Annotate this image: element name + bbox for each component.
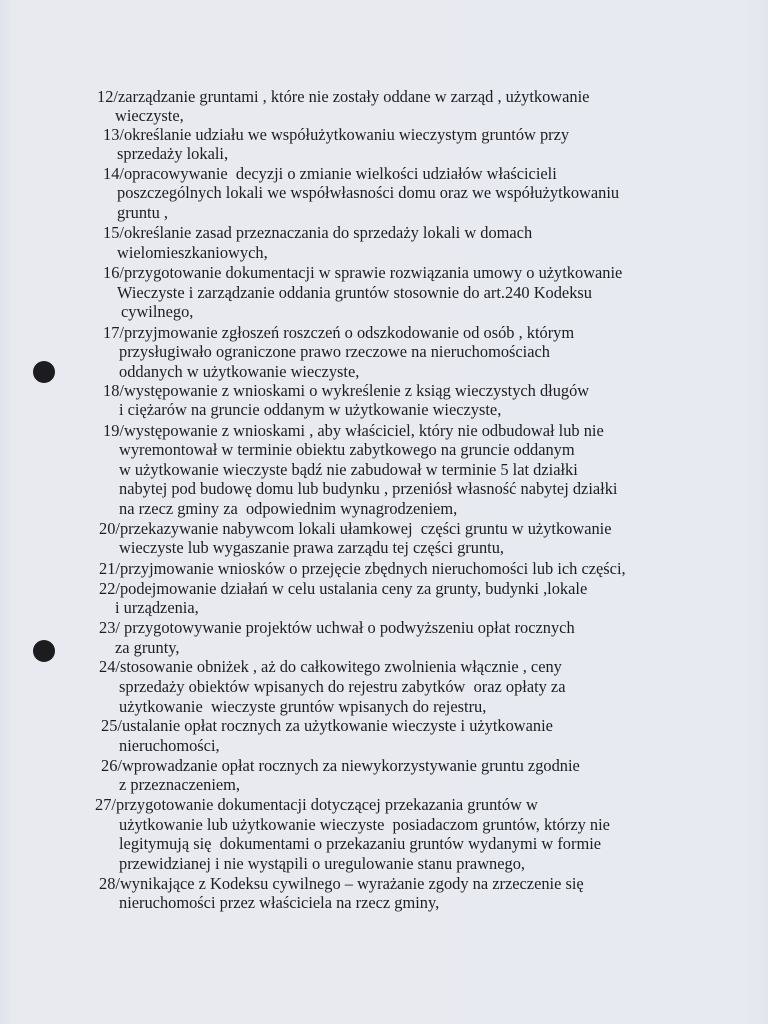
list-item-17: 17/przyjmowanie zgłoszeń roszczeń o odszkodowanie od osób , którym — [103, 323, 575, 342]
list-item-12: 12/zarządzanie gruntami , które nie zostały oddane w zarząd , użytkowanie — [97, 87, 590, 106]
list-item-19-cont: wyremontował w terminie obiektu zabytkowego na gruncie oddanym — [119, 440, 575, 459]
list-item-19-cont: na rzecz gminy za odpowiednim wynagrodzeniem, — [119, 499, 458, 518]
list-item-19-cont: w użytkowanie wieczyste bądź nie zabudował w terminie 5 lat działki — [119, 460, 578, 479]
list-item-16-cont: Wieczyste i zarządzanie oddania gruntów stosownie do art.240 Kodeksu — [117, 283, 592, 302]
list-item-17-cont: oddanych w użytkowanie wieczyste, — [119, 362, 360, 381]
list-item-23-cont: za grunty, — [115, 638, 180, 657]
list-item-22-cont: i urządzenia, — [115, 598, 199, 617]
list-item-16-cont: cywilnego, — [121, 302, 194, 321]
list-item-12-cont: wieczyste, — [115, 106, 184, 125]
list-item-14-cont: poszczególnych lokali we współwłasności domu oraz we współużytkowaniu — [117, 183, 620, 202]
list-item-18-cont: i ciężarów na gruncie oddanym w użytkowanie wieczyste, — [119, 400, 502, 419]
list-item-24-cont: sprzedaży obiektów wpisanych do rejestru zabytków oraz opłaty za — [119, 677, 566, 696]
list-item-23: 23/ przygotowywanie projektów uchwał o podwyższeniu opłat rocznych — [99, 618, 575, 637]
list-item-15: 15/określanie zasad przeznaczania do sprzedaży lokali w domach — [103, 223, 533, 242]
punch-hole-bottom — [33, 640, 55, 662]
list-item-17-cont: przysługiwało ograniczone prawo rzeczowe na nieruchomościach — [119, 342, 550, 361]
list-item-19: 19/występowanie z wnioskami , aby właściciel, który nie odbudował lub nie — [103, 421, 604, 440]
list-item-20: 20/przekazywanie nabywcom lokali ułamkowej części gruntu w użytkowanie — [99, 519, 612, 538]
list-item-16: 16/przygotowanie dokumentacji w sprawie rozwiązania umowy o użytkowanie — [103, 263, 623, 282]
list-item-19-cont: nabytej pod budowę domu lub budynku , przeniósł własność nabytej działki — [119, 479, 618, 498]
list-item-27-cont: przewidzianej i nie wystąpili o uregulowanie stanu prawnego, — [119, 854, 525, 873]
list-item-28-cont: nieruchomości przez właściciela na rzecz gminy, — [119, 893, 440, 912]
list-item-24: 24/stosowanie obniżek , aż do całkowitego zwolnienia włącznie , ceny — [99, 657, 562, 676]
list-item-27: 27/przygotowanie dokumentacji dotyczącej przekazania gruntów w — [95, 795, 538, 814]
list-item-27-cont: użytkowanie lub użytkowanie wieczyste posiadaczom gruntów, którzy nie — [119, 815, 610, 834]
list-item-15-cont: wielomieszkaniowych, — [117, 243, 268, 262]
list-item-26-cont: z przeznaczeniem, — [119, 775, 241, 794]
list-item-26: 26/wprowadzanie opłat rocznych za niewykorzystywanie gruntu zgodnie — [101, 756, 580, 775]
list-item-14-cont: gruntu , — [117, 203, 168, 222]
list-item-25: 25/ustalanie opłat rocznych za użytkowanie wieczyste i użytkowanie — [101, 716, 553, 735]
punch-hole-top — [33, 361, 55, 383]
list-item-13: 13/określanie udziału we współużytkowaniu wieczystym gruntów przy — [103, 125, 570, 144]
list-item-27-cont: legitymują się dokumentami o przekazaniu gruntów wydanymi w formie — [119, 834, 602, 853]
list-item-20-cont: wieczyste lub wygaszanie prawa zarządu tej części gruntu, — [119, 538, 504, 557]
list-item-22: 22/podejmowanie działań w celu ustalania ceny za grunty, budynki ,lokale — [99, 579, 588, 598]
list-item-28: 28/wynikające z Kodeksu cywilnego – wyrażanie zgody na zrzeczenie się — [99, 874, 584, 893]
list-item-21: 21/przyjmowanie wniosków o przejęcie zbędnych nieruchomości lub ich części, — [99, 559, 626, 578]
list-item-13-cont: sprzedaży lokali, — [117, 144, 229, 163]
list-item-25-cont: nieruchomości, — [119, 736, 220, 755]
list-item-24-cont: użytkowanie wieczyste gruntów wpisanych do rejestru, — [119, 697, 487, 716]
list-item-14: 14/opracowywanie decyzji o zmianie wielkości udziałów właścicieli — [103, 164, 557, 183]
list-item-18: 18/występowanie z wnioskami o wykreślenie z ksiąg wieczystych długów — [103, 381, 590, 400]
